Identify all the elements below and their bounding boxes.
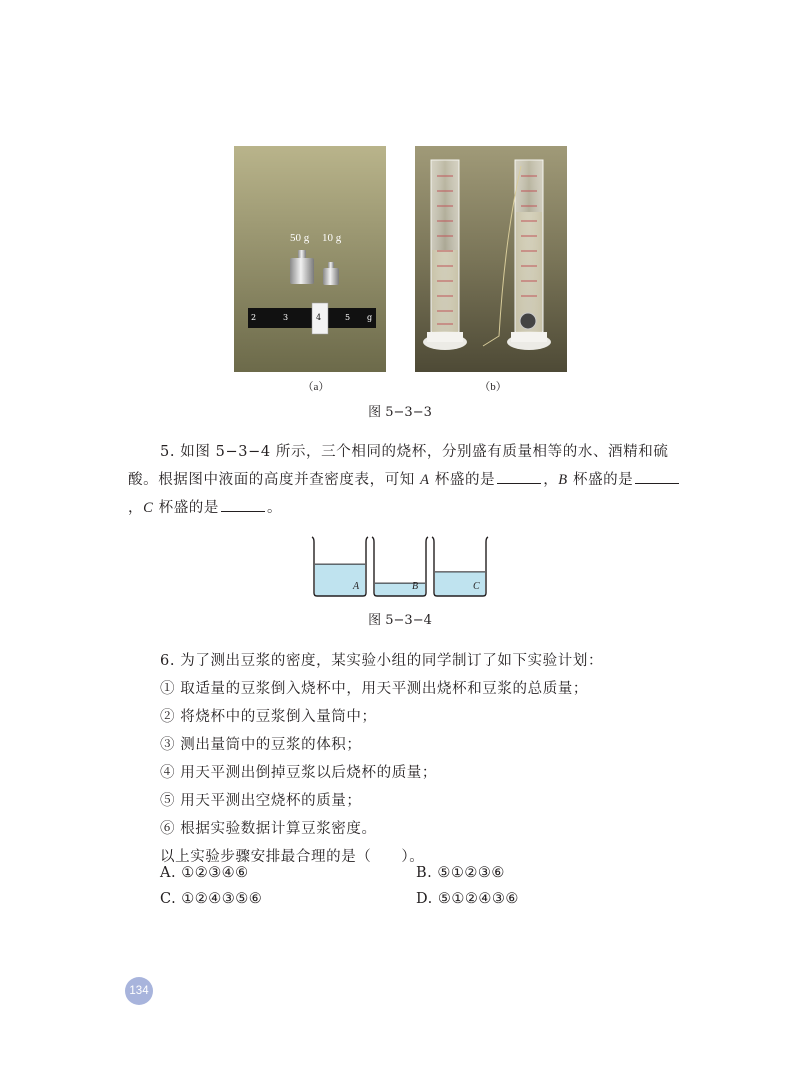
- beaker-label-c: C: [473, 581, 480, 592]
- question-5-part5: ，: [128, 500, 144, 516]
- page-number-badge: [125, 977, 153, 1005]
- weight-label-10g: 10 g: [322, 232, 342, 244]
- scale-number-3: 3: [283, 313, 289, 322]
- question-6-intro: 6. 为了测出豆浆的密度，某实验小组的同学制订了如下实验计划：: [160, 653, 604, 669]
- question-5-number: 5.: [160, 444, 176, 460]
- figure-caption-5-3-4: 图 5−3−4: [368, 613, 432, 628]
- beaker-b: [372, 537, 428, 596]
- answer-blank-c[interactable]: [221, 497, 265, 512]
- scale-number-2: 2: [251, 313, 257, 322]
- question-5-part2: 杯盛的是: [429, 472, 496, 488]
- step-3: ③ 测出量筒中的豆浆的体积；: [160, 737, 362, 753]
- question-6-prefix: 以上实验步骤安排最合理的是（: [160, 849, 372, 865]
- question-5-part3: ，: [543, 472, 559, 488]
- step-5: ⑤ 用天平测出空烧杯的质量；: [160, 793, 362, 809]
- option-c[interactable]: C. ①②④③⑤⑥: [160, 891, 263, 907]
- answer-blank-a[interactable]: [497, 469, 541, 484]
- panel-b-label: （b）: [479, 381, 507, 393]
- figure-caption-5-3-3: 图 5−3−3: [368, 405, 432, 420]
- question-6-suffix: ）。: [401, 849, 425, 865]
- var-c: C: [143, 500, 154, 516]
- scale-number-5: 5: [345, 313, 351, 322]
- question-5-part1: 如图 5−3−4 所示，三个相同的烧杯，分别盛有质量相等的水、酒精和硫酸。根据图中液面的高度并查密度表，可知: [128, 444, 669, 488]
- scale-number-4: 4: [316, 313, 322, 322]
- question-5-part6: 杯盛的是: [153, 500, 219, 516]
- step-2: ② 将烧杯中的豆浆倒入量筒中；: [160, 709, 377, 725]
- balance-weights-illustration: [234, 146, 386, 372]
- step-6: ⑥ 根据实验数据计算豆浆密度。: [160, 821, 377, 837]
- option-b[interactable]: B. ⑤①②③⑥: [416, 865, 505, 881]
- beaker-label-b: B: [412, 581, 419, 592]
- scale-unit: g: [367, 313, 373, 322]
- measuring-cylinders-illustration: [415, 146, 567, 372]
- beaker-label-a: A: [353, 581, 360, 592]
- question-5-part4: 杯盛的是: [567, 472, 634, 488]
- step-1: ① 取适量的豆浆倒入烧杯中，用天平测出烧杯和豆浆的总质量；: [160, 681, 589, 697]
- answer-blank-b[interactable]: [635, 469, 679, 484]
- var-b: B: [558, 472, 568, 488]
- figure-panel-a: [234, 146, 386, 372]
- beaker-a: [312, 537, 368, 596]
- beakers-figure: [310, 534, 490, 600]
- step-4: ④ 用天平测出倒掉豆浆以后烧杯的质量；: [160, 765, 438, 781]
- question-5-part7: 。: [267, 500, 283, 516]
- option-a[interactable]: A. ①②③④⑥: [160, 865, 249, 881]
- question-6-prompt: [160, 845, 424, 866]
- page-number: 134: [129, 985, 149, 997]
- weight-label-50g: 50 g: [290, 232, 310, 244]
- panel-a-label: （a）: [302, 381, 330, 393]
- option-d[interactable]: D. ⑤①②④③⑥: [416, 891, 519, 907]
- question-5-text: [128, 438, 688, 522]
- figure-panel-b: [415, 146, 567, 372]
- var-a: A: [420, 472, 430, 488]
